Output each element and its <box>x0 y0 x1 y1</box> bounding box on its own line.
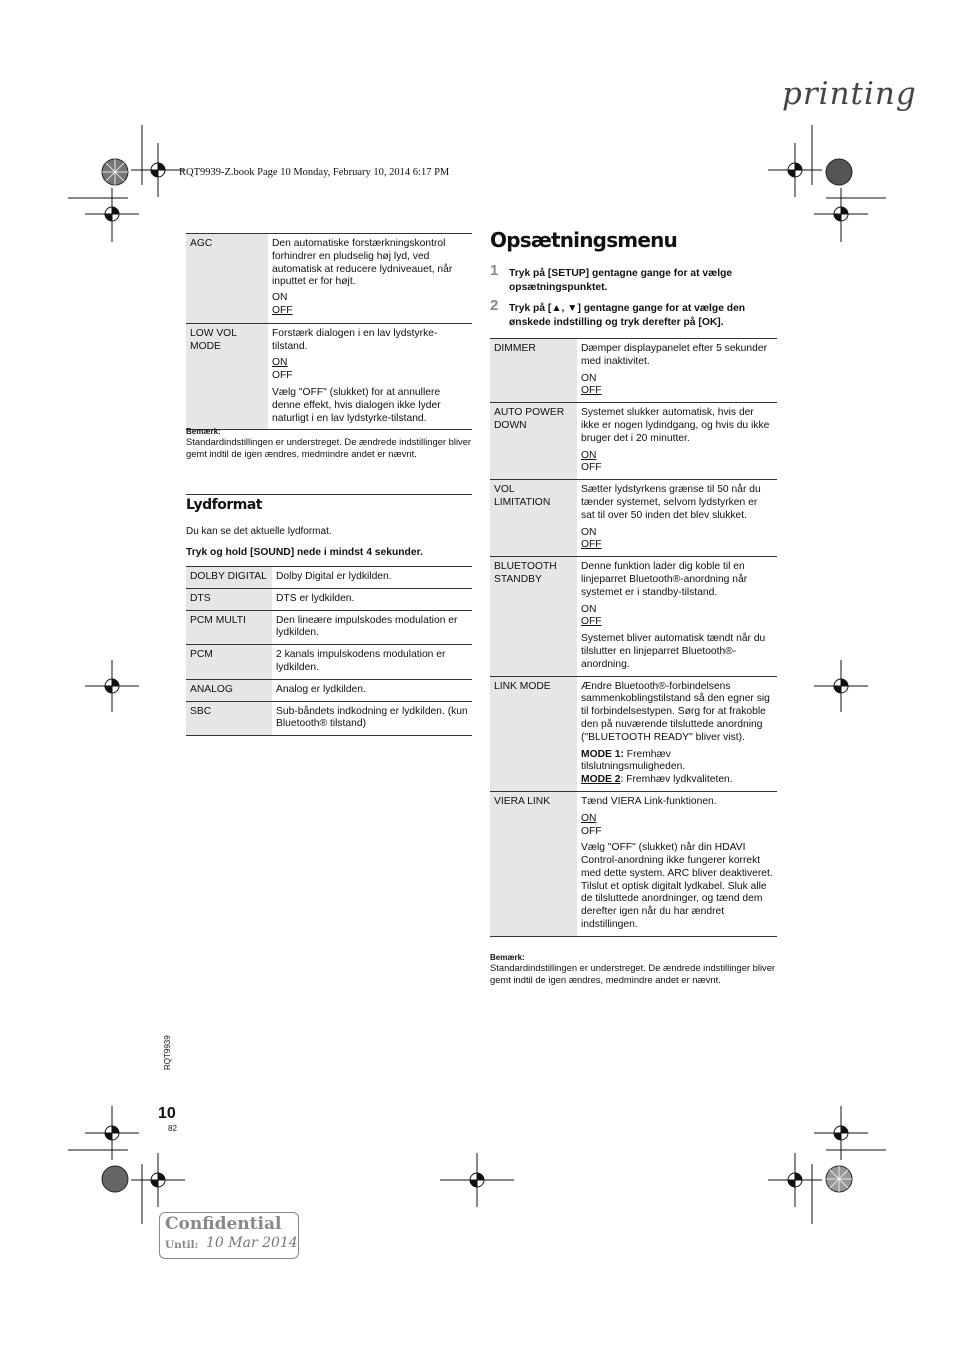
table-row: SBC Sub-båndets indkodning er lydkilden. (kun Bluetooth® tilstand) <box>186 701 472 736</box>
table-row: VOL LIMITATION Sætter lydstyrkens grænse til 50 når du tænder systemet, selvom lydstyrken er sat til over 50 inden det blev slukket. ON OFF <box>490 480 777 557</box>
setup-note: Bemærk: Standardindstillingen er understreget. De ændrede indstillinger bliver gemt indtil de igen ændres, medmindre andet er nævnt. <box>490 953 776 985</box>
table-row: DIMMER Dæmper displaypanelet efter 5 sekunder med inaktivitet. ON OFF <box>490 339 777 403</box>
step-number: 1 <box>490 262 499 279</box>
lydformat-intro: Du kan se det aktuelle lydformat. <box>186 526 332 537</box>
setup-heading: Opsætningsmenu <box>490 228 677 252</box>
table-row <box>186 323 472 430</box>
confidential-label: Confidential <box>165 1214 282 1234</box>
table-row: PCM MULTI Den lineære impulskodes modulation er lydkilden. <box>186 610 472 645</box>
page-number: 10 <box>158 1105 176 1122</box>
table-row: DTS DTS er lydkilden. <box>186 588 472 610</box>
lydformat-heading: Lydformat <box>186 497 262 513</box>
step-1: 1 Tryk på [SETUP] gentagne gange for at vælge opsætningspunktet. <box>490 262 733 293</box>
sound-settings-table <box>186 233 472 430</box>
table-row <box>186 234 472 324</box>
book-file-line: RQT9939-Z.book Page 10 Monday, February 10, 2014 6:17 PM <box>179 167 450 178</box>
step-number: 2 <box>490 297 499 314</box>
lydformat-rule <box>186 494 472 495</box>
table-row: DOLBY DIGITAL Dolby Digital er lydkilden. <box>186 567 472 589</box>
setting-name: LOW VOL MODE <box>186 323 268 430</box>
setting-description: Den automatiske forstærkningskontrol forhindrer en pludselig høj lyd, ved automatisk at reducere lydniveauet, når inputtet er for højt. ON OFF <box>272 238 453 316</box>
lydformat-instruction: Tryk og hold [SOUND] nede i mindst 4 sekunder. <box>186 547 423 558</box>
setting-description: Forstærk dialogen i en lav lydstyrke-tilstand. ON OFF Vælg "OFF" (slukket) for at annullere denne effekt, hvis dialogen ikke lyder naturligt i en lav lydstyrke-tilstand. <box>272 327 441 424</box>
printing-stamp: printing <box>782 76 917 112</box>
until-label: Until: <box>165 1239 199 1251</box>
until-date: 10 Mar 2014 <box>206 1235 298 1251</box>
step-2: 2 Tryk på [▲, ▼] gentagne gange for at vælge den ønskede indstilling og tryk derefter på [OK]. <box>490 297 746 328</box>
setting-name: AGC <box>186 234 268 324</box>
left-note: Bemærk: Standardindstillingen er understreget. De ændrede indstillinger bliver gemt indtil de igen ændres, medmindre andet er nævnt. <box>186 427 472 459</box>
table-row: LINK MODE Ændre Bluetooth®-forbindelsens sammenkoblingstilstand så den egner sig til forbindelsestypen. Sørg for at frakoble den på nuværende tilsluttede anordning ("BLUETOOTH READY" bliver vist). MODE 1: Fremhæv tilslutningsmuligheden. MODE 2: Fremhæv lydkvaliteten. <box>490 676 777 791</box>
table-row: AUTO POWER DOWN Systemet slukker automatisk, hvis der ikke er nogen lydindgang, og hvis du ikke bruger det i 20 minutter. ON OFF <box>490 403 777 480</box>
table-row: ANALOG Analog er lydkilden. <box>186 679 472 701</box>
lydformat-table <box>186 566 472 736</box>
doc-code: RQT9939 <box>163 1035 172 1070</box>
table-row: VIERA LINK Tænd VIERA Link-funktionen. ON OFF Vælg "OFF" (slukket) når din HDAVI Control-anordning ikke fungerer korrekt med dette system. ARC bliver deaktiveret. Tilslut et optisk digitalt lydkabel. Sluk alle de tilsluttede anordninger, og tænd dem derefter igen når du har ændret indstillingen. <box>490 791 777 936</box>
table-row: PCM 2 kanals impulskodens modulation er lydkilden. <box>186 645 472 680</box>
setup-table <box>490 338 777 937</box>
sub-page-number: 82 <box>168 1124 177 1133</box>
table-row: BLUETOOTH STANDBY Denne funktion lader dig koble til en linjeparret Bluetooth®-anordning når systemet er i standby-tilstand. ON OFF Systemet bliver automatisk tændt når du tilslutter en linjeparret Bluetooth®-anordning. <box>490 557 777 676</box>
